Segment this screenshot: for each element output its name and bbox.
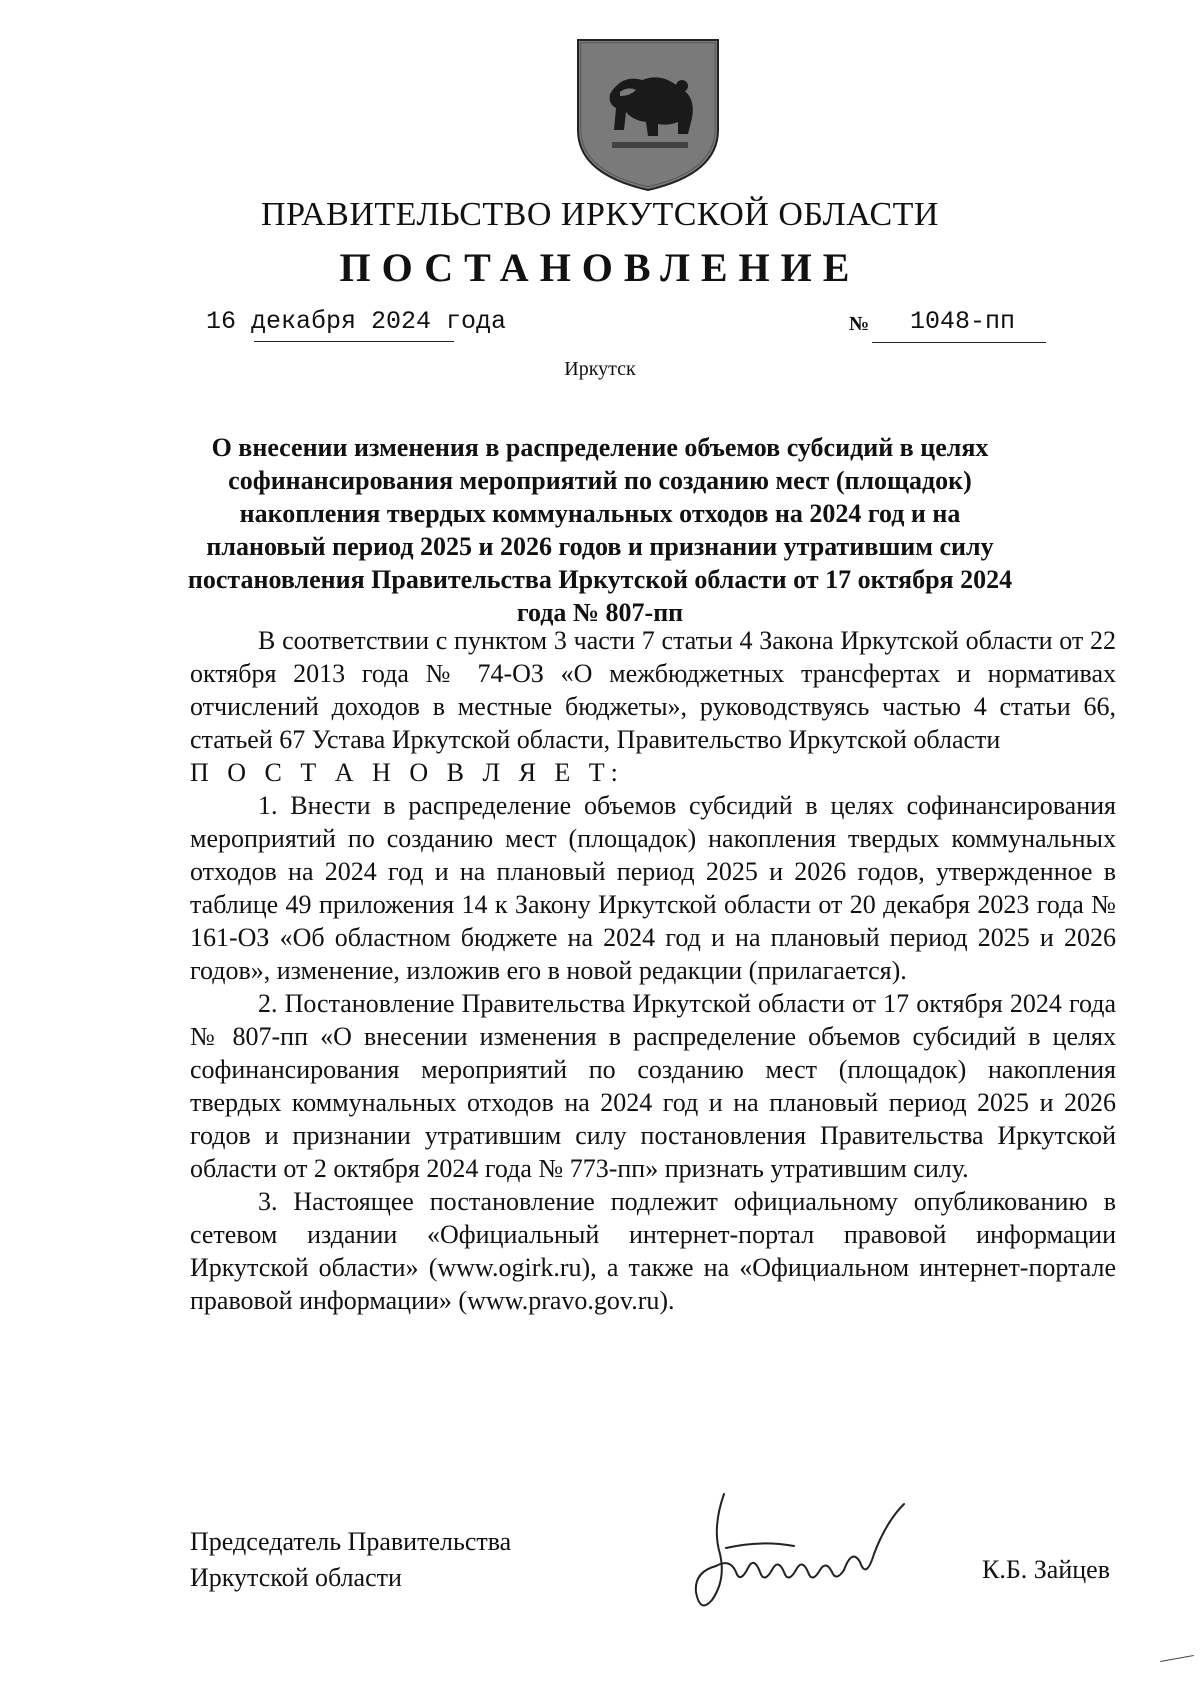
signer-position-line-2: Иркутской области	[190, 1563, 402, 1592]
handwritten-signature	[690, 1488, 950, 1618]
preamble-paragraph: В соответствии с пунктом 3 части 7 статьи 4 Закона Иркутской области от 22 октября 2013 года № 74-ОЗ «О межбюджетных трансфертах и нормативах отчислений доходов в местные бюджеты», руководствуясь частью 4 статьи 66, статьей 67 Устава Иркутской области, Правительство Иркутской области	[190, 626, 1116, 754]
number-sign: №	[849, 313, 870, 335]
date-underline	[254, 341, 454, 342]
coat-of-arms-icon	[572, 34, 724, 192]
item-2-paragraph: 2. Постановление Правительства Иркутской области от 17 октября 2024 года № 807-пп «О внесении изменения в распределение объемов субсидий в целях софинансирования мероприятий по созданию мест (площадок) накопления твердых коммунальных отходов на 2024 год и на плановый период 2025 и 2026 годов и признании утратившим силу постановления Правительства Иркутской области от 2 октября 2024 года № 773-пп» признать утратившим силу.	[190, 989, 1116, 1183]
number-underline	[872, 342, 1046, 343]
decree-heading: П О С Т А Н О В Л Я Е Т:	[190, 758, 624, 787]
government-name: ПРАВИТЕЛЬСТВО ИРКУТСКОЙ ОБЛАСТИ	[261, 196, 939, 233]
document-body	[190, 624, 1116, 1317]
document-number: 1048-пп	[910, 307, 1016, 336]
document-city: Иркутск	[564, 358, 636, 380]
item-1-paragraph: 1. Внести в распределение объемов субсидий в целях софинансирования мероприятий по созданию мест (площадок) накопления твердых коммунальных отходов на 2024 год и на плановый период 2025 и 2026 годов, утвержденное в таблице 49 приложения 14 к Закону Иркутской области от 20 декабря 2023 года № 161-ОЗ «Об областном бюджете на 2024 год и на плановый период 2025 и 2026 годов», изменение, изложив его в новой редакции (прилагается).	[190, 791, 1116, 985]
signer-name: К.Б. Зайцев	[982, 1555, 1110, 1584]
signer-position-line-1: Председатель Правительства	[190, 1527, 512, 1556]
signer-position	[190, 1524, 511, 1596]
document-date: 16 декабря 2024 года	[206, 307, 507, 336]
corner-mark	[1160, 1655, 1194, 1662]
document-title: О внесении изменения в распределение объемов субсидий в целях софинансирования мероприятий по созданию мест (площадок) накопления твердых коммунальных отходов на 2024 год и на плановый период 2025 и 2026 годов и признании утратившим силу постановления Правительства Иркутской области от 17 октября 2024 года № 807-пп	[187, 433, 1013, 627]
item-3-paragraph: 3. Настоящее постановление подлежит официальному опубликованию в сетевом издании «Официальный интернет-портал правовой информации Иркутской области» (www.ogirk.ru), а также на «Официальном интернет-портале правовой информации» (www.pravo.gov.ru).	[190, 1187, 1116, 1315]
document-type: ПОСТАНОВЛЕНИЕ	[339, 245, 861, 290]
